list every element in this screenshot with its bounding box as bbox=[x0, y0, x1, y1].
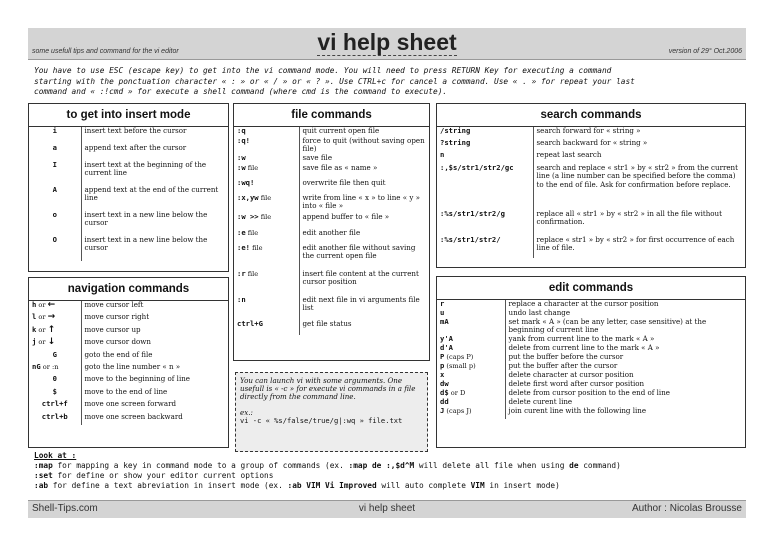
command-description: insert text in a new line below the cursor bbox=[84, 210, 208, 228]
command-description: repeat last search bbox=[536, 150, 602, 159]
key-name: :w bbox=[237, 153, 246, 162]
table-row bbox=[29, 236, 228, 261]
table-row bbox=[234, 244, 429, 270]
command-key bbox=[437, 353, 505, 362]
command-description: move one screen backward bbox=[84, 411, 183, 421]
key-name: :n bbox=[237, 295, 246, 304]
footer-author: Author : Nicolas Brousse bbox=[631, 503, 742, 514]
key-name: x bbox=[440, 370, 445, 379]
key-name: d$ bbox=[440, 388, 449, 397]
note-example: vi -c « %s/false/true/g|:wq » file.txt bbox=[240, 415, 403, 425]
key-name: j bbox=[32, 337, 37, 347]
look-at-text: for mapping a key in command mode to a group of commands (ex. bbox=[52, 461, 349, 470]
command-key: :,$s/str1/str2/gc bbox=[437, 164, 533, 210]
command-key bbox=[234, 179, 299, 194]
key-name: P bbox=[440, 352, 445, 361]
key-name: ctrl+b bbox=[41, 411, 68, 421]
key-alternative: or bbox=[36, 313, 48, 322]
key-name: y'A bbox=[440, 334, 453, 343]
command-description: move cursor right bbox=[84, 312, 150, 322]
command-description: force to quit (without saving open file) bbox=[302, 136, 425, 154]
key-argument: file bbox=[245, 229, 259, 237]
table-row bbox=[29, 211, 228, 236]
file-commands-table bbox=[234, 127, 429, 335]
command-key: I bbox=[29, 161, 81, 186]
command-key: O bbox=[29, 236, 81, 261]
command-description: edit another file bbox=[302, 228, 361, 237]
key-name: 0 bbox=[52, 374, 57, 384]
key-alternative: or bbox=[36, 301, 48, 309]
key-name: p bbox=[440, 361, 445, 370]
key-note: or D bbox=[448, 389, 466, 397]
command-description: put the buffer before the cursor bbox=[508, 352, 624, 361]
key-name: d'A bbox=[440, 343, 453, 352]
search-commands-panel bbox=[436, 103, 746, 268]
command-key bbox=[234, 194, 299, 213]
look-at-text: will delete all file when using bbox=[414, 461, 570, 470]
look-at-keyword: VIM bbox=[470, 481, 485, 490]
command-key bbox=[437, 300, 505, 309]
search-commands-table bbox=[437, 127, 745, 258]
navigation-panel bbox=[28, 277, 229, 448]
key-argument: file bbox=[245, 270, 259, 278]
key-name: :w >> bbox=[237, 212, 259, 221]
command-description: replace all « str1 » by « str2 » in all the file without confirmation. bbox=[536, 209, 722, 227]
command-description: move to the beginning of line bbox=[84, 374, 190, 384]
key-name: :q! bbox=[237, 136, 250, 145]
key-alternative: or bbox=[36, 325, 48, 334]
command-description: append text after the cursor bbox=[84, 143, 187, 152]
command-key bbox=[234, 213, 299, 229]
navigation-table bbox=[29, 301, 228, 425]
look-at-line bbox=[34, 471, 621, 481]
table-row bbox=[29, 161, 228, 186]
command-description: move to the end of line bbox=[84, 386, 168, 396]
command-key bbox=[29, 413, 81, 425]
edit-commands-title: edit commands bbox=[437, 277, 745, 300]
command-description: edit another file without saving the current open file bbox=[302, 243, 416, 261]
command-description: append text at the end of the current line bbox=[84, 185, 219, 203]
command-description: append buffer to « file » bbox=[302, 212, 390, 221]
key-name: h bbox=[32, 300, 37, 309]
look-at-text: for define a text abreviation in insert mode (ex. bbox=[48, 481, 288, 490]
key-name: $ bbox=[52, 386, 57, 396]
command-description: get file status bbox=[302, 319, 352, 328]
key-name: :e bbox=[237, 228, 246, 237]
command-key: ?string bbox=[437, 139, 533, 151]
search-commands-title: search commands bbox=[437, 104, 745, 127]
command-description: save file bbox=[302, 153, 333, 162]
key-argument: file bbox=[249, 244, 263, 252]
command-description: move cursor down bbox=[84, 337, 151, 347]
command-key: n bbox=[437, 151, 533, 164]
note-example-label: ex.: bbox=[240, 407, 253, 417]
arrow-icon: ← bbox=[47, 300, 56, 310]
footer-site: Shell-Tips.com bbox=[32, 503, 98, 514]
look-at-line bbox=[34, 461, 621, 471]
key-name: mA bbox=[440, 317, 449, 326]
command-description: insert text in a new line below the cursor bbox=[84, 235, 208, 253]
command-key bbox=[234, 270, 299, 296]
command-key bbox=[234, 320, 299, 335]
command-key bbox=[234, 164, 299, 179]
header-tagline: some usefull tips and command for the vi editor bbox=[32, 48, 179, 55]
key-argument: file bbox=[258, 213, 272, 221]
command-description: delete character at cursor position bbox=[508, 370, 634, 379]
command-description: replace a character at the cursor position bbox=[508, 299, 659, 308]
command-description: delete from current line to the mark « A » bbox=[508, 343, 660, 352]
command-description: delete curent line bbox=[508, 397, 573, 406]
look-at-command: :set bbox=[34, 471, 53, 480]
command-key bbox=[437, 362, 505, 371]
launch-arguments-note bbox=[235, 372, 428, 452]
key-name: ctrl+f bbox=[41, 399, 68, 409]
look-at-text: will auto complete bbox=[376, 481, 471, 490]
look-at-section bbox=[34, 451, 621, 491]
arrow-icon: ↓ bbox=[47, 337, 56, 348]
key-note: (caps P) bbox=[444, 353, 474, 361]
key-argument: file bbox=[258, 194, 272, 202]
command-key bbox=[437, 344, 505, 353]
table-row bbox=[234, 270, 429, 296]
look-at-heading: Look at : bbox=[34, 451, 77, 460]
command-description: move one screen forward bbox=[84, 399, 176, 409]
edit-commands-panel bbox=[436, 276, 746, 448]
table-row bbox=[437, 236, 745, 258]
table-row bbox=[29, 413, 228, 425]
key-alternative: or :n bbox=[40, 362, 59, 371]
navigation-title: navigation commands bbox=[29, 278, 228, 301]
key-note: (small p) bbox=[444, 362, 476, 370]
table-row bbox=[234, 320, 429, 335]
command-key: :%s/str1/str2/g bbox=[437, 210, 533, 236]
table-row bbox=[29, 144, 228, 161]
command-description: put the buffer after the cursor bbox=[508, 361, 618, 370]
key-note: (caps J) bbox=[444, 407, 472, 415]
page-title: vi help sheet bbox=[317, 29, 457, 55]
table-row bbox=[29, 338, 228, 350]
key-name: :q bbox=[237, 126, 246, 135]
intro-line: You have to use ESC (escape key) to get into the vi command mode. You will need to press RETURN Key for executing a command bbox=[34, 66, 612, 75]
command-key: /string bbox=[437, 127, 533, 139]
command-key bbox=[437, 407, 505, 419]
footer-title: vi help sheet bbox=[358, 503, 416, 514]
arrow-icon: → bbox=[47, 312, 56, 323]
command-description: goto the line number « n » bbox=[84, 361, 181, 371]
table-row bbox=[437, 318, 745, 335]
file-commands-panel bbox=[233, 103, 430, 361]
command-description: save file as « name » bbox=[302, 163, 378, 172]
command-description: undo last change bbox=[508, 308, 571, 317]
look-at-example: :map de :,$d^M bbox=[348, 461, 415, 470]
key-name: l bbox=[32, 312, 37, 322]
intro-line: starting with the ponctuation character « : » or « / » or « ? ». Use CTRL+c for cancel a command. Use « . » for repeat your last bbox=[34, 76, 635, 86]
key-name: :w bbox=[237, 163, 246, 172]
table-row bbox=[29, 313, 228, 325]
command-description: replace « str1 » by « str2 » for first occurrence of each line of file. bbox=[536, 235, 735, 253]
command-description: overwrite file then quit bbox=[302, 178, 386, 187]
table-row bbox=[234, 213, 429, 229]
command-key bbox=[437, 318, 505, 335]
key-name: :x,yw bbox=[237, 193, 259, 202]
look-at-example: :ab VIM Vi Improved bbox=[287, 481, 377, 490]
table-row bbox=[437, 407, 745, 419]
command-key bbox=[234, 296, 299, 320]
table-row bbox=[437, 210, 745, 236]
look-at-command: :map bbox=[34, 461, 53, 470]
command-description: delete first word after cursor position bbox=[508, 379, 645, 388]
table-row bbox=[29, 186, 228, 211]
footer-band bbox=[28, 500, 746, 518]
version-label: version of 29° Oct.2006 bbox=[668, 48, 742, 55]
command-description: yank from current line to the mark « A » bbox=[508, 334, 655, 343]
note-text: You can launch vi with some arguments. One usefull is « -c » for execute vi commands in a file directly from the command line. bbox=[240, 376, 416, 402]
key-name: dd bbox=[440, 397, 449, 406]
table-row bbox=[234, 179, 429, 194]
table-row bbox=[29, 375, 228, 387]
command-key: A bbox=[29, 186, 81, 211]
look-at-text: command) bbox=[578, 461, 621, 470]
command-description: search and replace « str1 » by « str2 » from the current line (a line number can be specified before the comma) to the end of file. Ask for confirmation before replace. bbox=[536, 163, 738, 189]
file-commands-title: file commands bbox=[234, 104, 429, 127]
insert-mode-title: to get into insert mode bbox=[29, 104, 228, 127]
command-key: :%s/str1/str2/ bbox=[437, 236, 533, 258]
edit-commands-table bbox=[437, 300, 745, 419]
command-key: i bbox=[29, 127, 81, 144]
command-key: o bbox=[29, 211, 81, 236]
command-key bbox=[234, 229, 299, 244]
table-row bbox=[234, 229, 429, 244]
key-name: k bbox=[32, 324, 37, 334]
look-at-text: for define or show your editor current options bbox=[52, 471, 274, 480]
command-key bbox=[234, 137, 299, 154]
key-name: nG bbox=[32, 361, 41, 371]
look-at-command: :ab bbox=[34, 481, 49, 490]
key-argument: file bbox=[245, 164, 259, 172]
key-name: :r bbox=[237, 269, 246, 278]
command-description: set mark « A » (can be any letter, case sensitive) at the beginning of current line bbox=[508, 317, 707, 335]
table-row bbox=[29, 127, 228, 144]
command-description: move cursor up bbox=[84, 324, 141, 334]
table-row bbox=[234, 137, 429, 154]
command-description: edit next file in vi arguments file list bbox=[302, 295, 420, 313]
command-description: join curent line with the following line bbox=[508, 406, 647, 415]
command-key bbox=[234, 244, 299, 270]
key-name: G bbox=[52, 349, 57, 359]
look-at-line bbox=[34, 481, 621, 491]
header-band bbox=[28, 28, 746, 60]
command-description: insert file content at the current cursor position bbox=[302, 269, 419, 287]
intro-line: command and « :!cmd » for execute a shell command (where cmd is the command to execute). bbox=[34, 87, 448, 96]
command-description: search backward for « string » bbox=[536, 138, 648, 147]
insert-mode-table bbox=[29, 127, 228, 261]
table-row bbox=[437, 300, 745, 309]
key-name: :wq! bbox=[237, 178, 255, 187]
command-description: goto the end of file bbox=[84, 349, 153, 359]
key-name: r bbox=[440, 299, 445, 308]
insert-mode-panel bbox=[28, 103, 229, 272]
key-alternative: or bbox=[36, 338, 48, 347]
command-description: quit current open file bbox=[302, 126, 380, 135]
command-description: move cursor left bbox=[84, 300, 144, 309]
key-name: ctrl+G bbox=[237, 319, 263, 328]
command-key bbox=[437, 398, 505, 407]
command-description: write from line « x » to line « y » into « file » bbox=[302, 193, 420, 211]
table-row bbox=[234, 194, 429, 213]
table-row bbox=[234, 164, 429, 179]
key-name: J bbox=[440, 406, 445, 415]
look-at-keyword: de bbox=[569, 461, 579, 470]
command-description: delete from cursor position to the end of line bbox=[508, 388, 670, 397]
command-key: a bbox=[29, 144, 81, 161]
table-row bbox=[437, 164, 745, 210]
look-at-text: in insert mode) bbox=[484, 481, 560, 490]
table-row bbox=[234, 296, 429, 320]
command-description: search forward for « string » bbox=[536, 126, 641, 135]
command-description: insert text before the cursor bbox=[84, 126, 187, 135]
table-row bbox=[437, 389, 745, 398]
key-name: u bbox=[440, 308, 445, 317]
key-name: dw bbox=[440, 379, 449, 388]
key-name: :e! bbox=[237, 243, 250, 252]
arrow-icon: ↑ bbox=[47, 324, 56, 335]
intro-paragraph bbox=[34, 66, 746, 98]
command-description: insert text at the beginning of the current line bbox=[84, 160, 207, 178]
